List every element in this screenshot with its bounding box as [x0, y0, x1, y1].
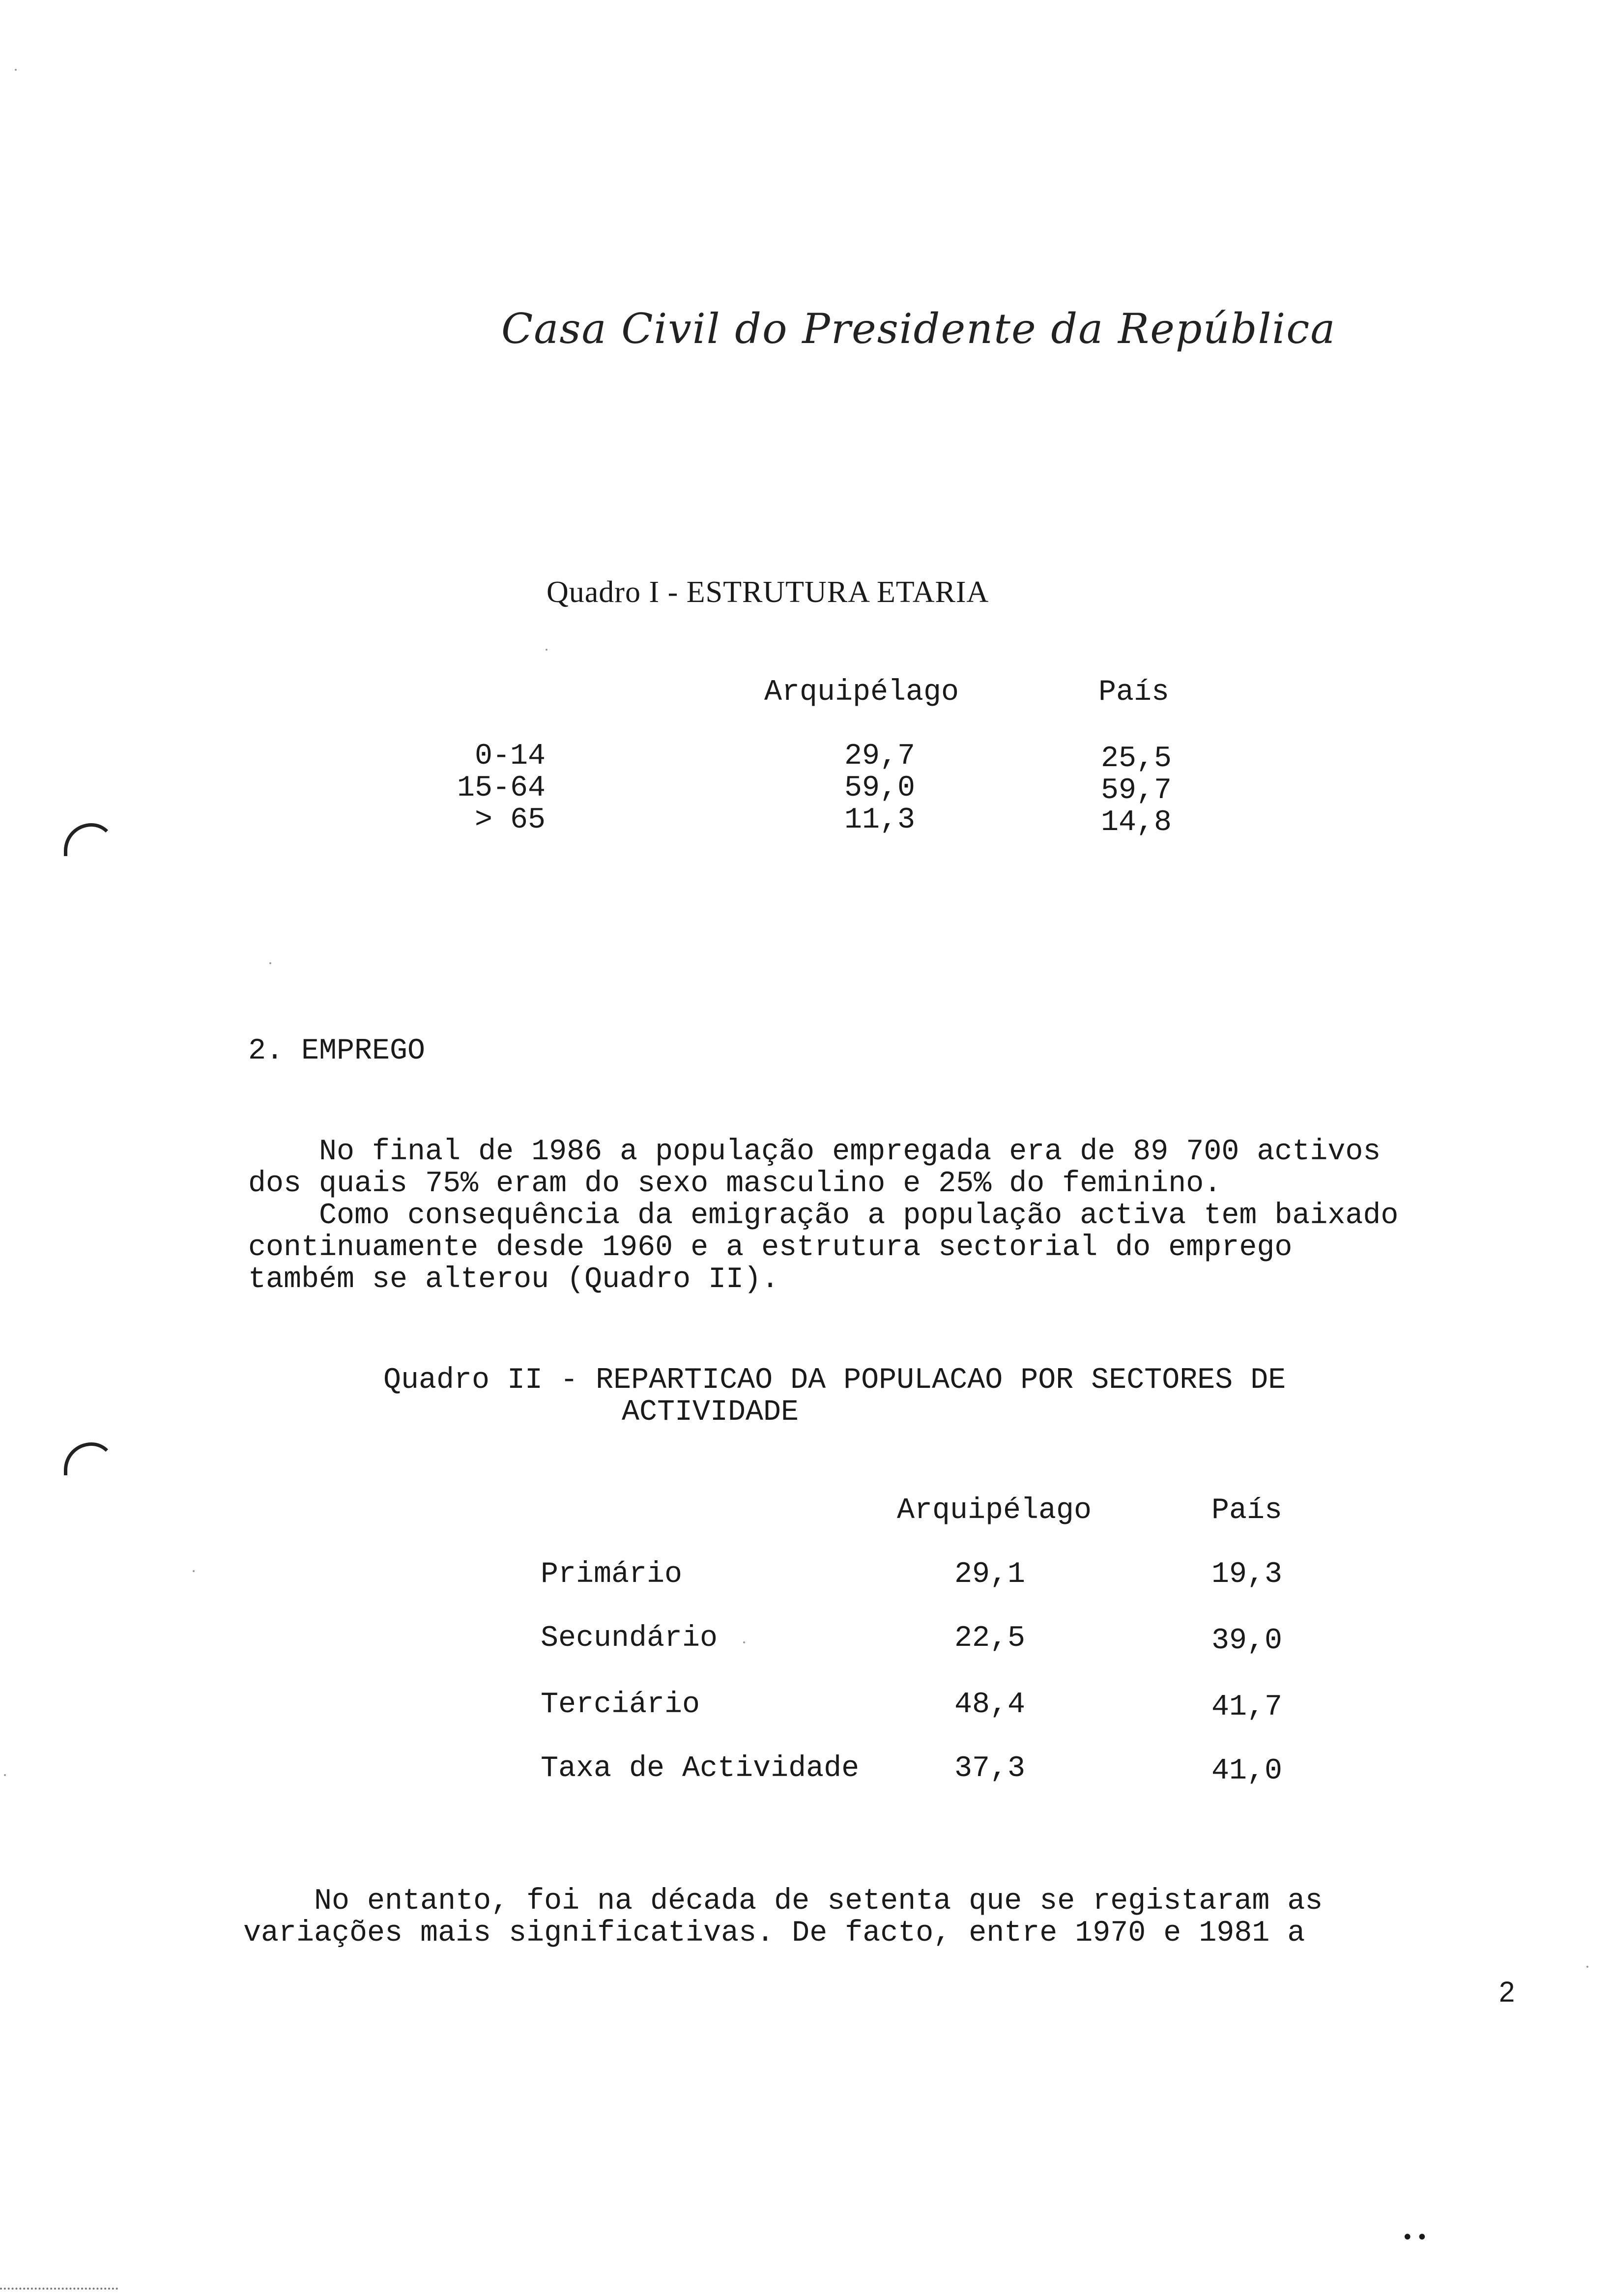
quadro1-row-arquipelago: 29,7	[844, 740, 916, 773]
quadro2-row-arquipelago: 29,1	[954, 1558, 1026, 1591]
quadro2-title: Quadro II - REPARTICAO DA POPULACAO POR SECTORES DE	[383, 1364, 1286, 1397]
scan-speck-icon	[4, 1774, 6, 1776]
paragraph-line: No final de 1986 a população empregada era de 89 700 activos	[248, 1135, 1381, 1169]
quadro2-row-pais: 41,0	[1211, 1754, 1283, 1788]
scan-dots-icon: ••	[1402, 2226, 1431, 2249]
scan-speck-icon	[546, 649, 547, 651]
quadro2-header-pais: País	[1211, 1494, 1283, 1527]
quadro1-row-pais: 25,5	[1101, 742, 1172, 775]
punch-mark-icon	[64, 1442, 115, 1475]
section-heading: 2. EMPREGO	[248, 1034, 426, 1068]
quadro2-row-arquipelago: 37,3	[954, 1752, 1026, 1785]
paragraph-line: continuamente desde 1960 e a estrutura sectorial do emprego	[248, 1231, 1293, 1264]
letterhead: Casa Civil do Presidente da República	[501, 305, 1336, 353]
quadro2-row-pais: 41,7	[1211, 1691, 1283, 1724]
quadro1-row-label: > 65	[474, 804, 546, 837]
quadro1-row-arquipelago: 59,0	[844, 772, 916, 805]
paragraph-line: também se alterou (Quadro II).	[248, 1263, 779, 1296]
quadro1-row-label: 0-14	[474, 740, 546, 773]
paragraph-line: Como consequência da emigração a população activa tem baixado	[248, 1199, 1399, 1233]
scan-edge-strip	[0, 2288, 118, 2293]
page-number: 2	[1499, 1976, 1515, 2008]
quadro2-row-pais: 39,0	[1211, 1624, 1283, 1658]
quadro2-row-label: Primário	[541, 1558, 683, 1591]
scan-speck-icon	[743, 1641, 745, 1643]
scan-speck-icon	[1586, 1966, 1588, 1968]
quadro1-row-pais: 59,7	[1101, 774, 1172, 807]
quadro2-header-arquipelago: Arquipélago	[897, 1494, 1092, 1527]
paragraph-line: dos quais 75% eram do sexo masculino e 25% do feminino.	[248, 1167, 1222, 1201]
quadro1-header-pais: País	[1098, 676, 1170, 709]
quadro2-row-arquipelago: 48,4	[954, 1688, 1026, 1722]
quadro1-title: Quadro I - ESTRUTURA ETARIA	[547, 575, 989, 609]
closing-line: variações mais significativas. De facto, entre 1970 e 1981 a	[243, 1917, 1305, 1950]
quadro1-row-arquipelago: 11,3	[844, 804, 916, 837]
quadro1-row-label: 15-64	[457, 772, 546, 805]
quadro2-row-label: Secundário	[541, 1622, 718, 1655]
punch-mark-icon	[64, 823, 115, 856]
quadro2-row-pais: 19,3	[1211, 1558, 1283, 1591]
quadro1-header-arquipelago: Arquipélago	[764, 676, 959, 709]
quadro2-title-continued: ACTIVIDADE	[622, 1396, 799, 1429]
quadro2-row-arquipelago: 22,5	[954, 1622, 1026, 1655]
quadro2-row-label: Taxa de Actividade	[541, 1752, 860, 1785]
quadro2-row-label: Terciário	[541, 1688, 700, 1722]
quadro1-row-pais: 14,8	[1101, 806, 1172, 839]
scan-speck-icon	[193, 1570, 195, 1572]
closing-line: No entanto, foi na década de setenta que se registaram as	[243, 1885, 1323, 1918]
scan-speck-icon	[15, 69, 17, 71]
scan-speck-icon	[269, 962, 271, 964]
